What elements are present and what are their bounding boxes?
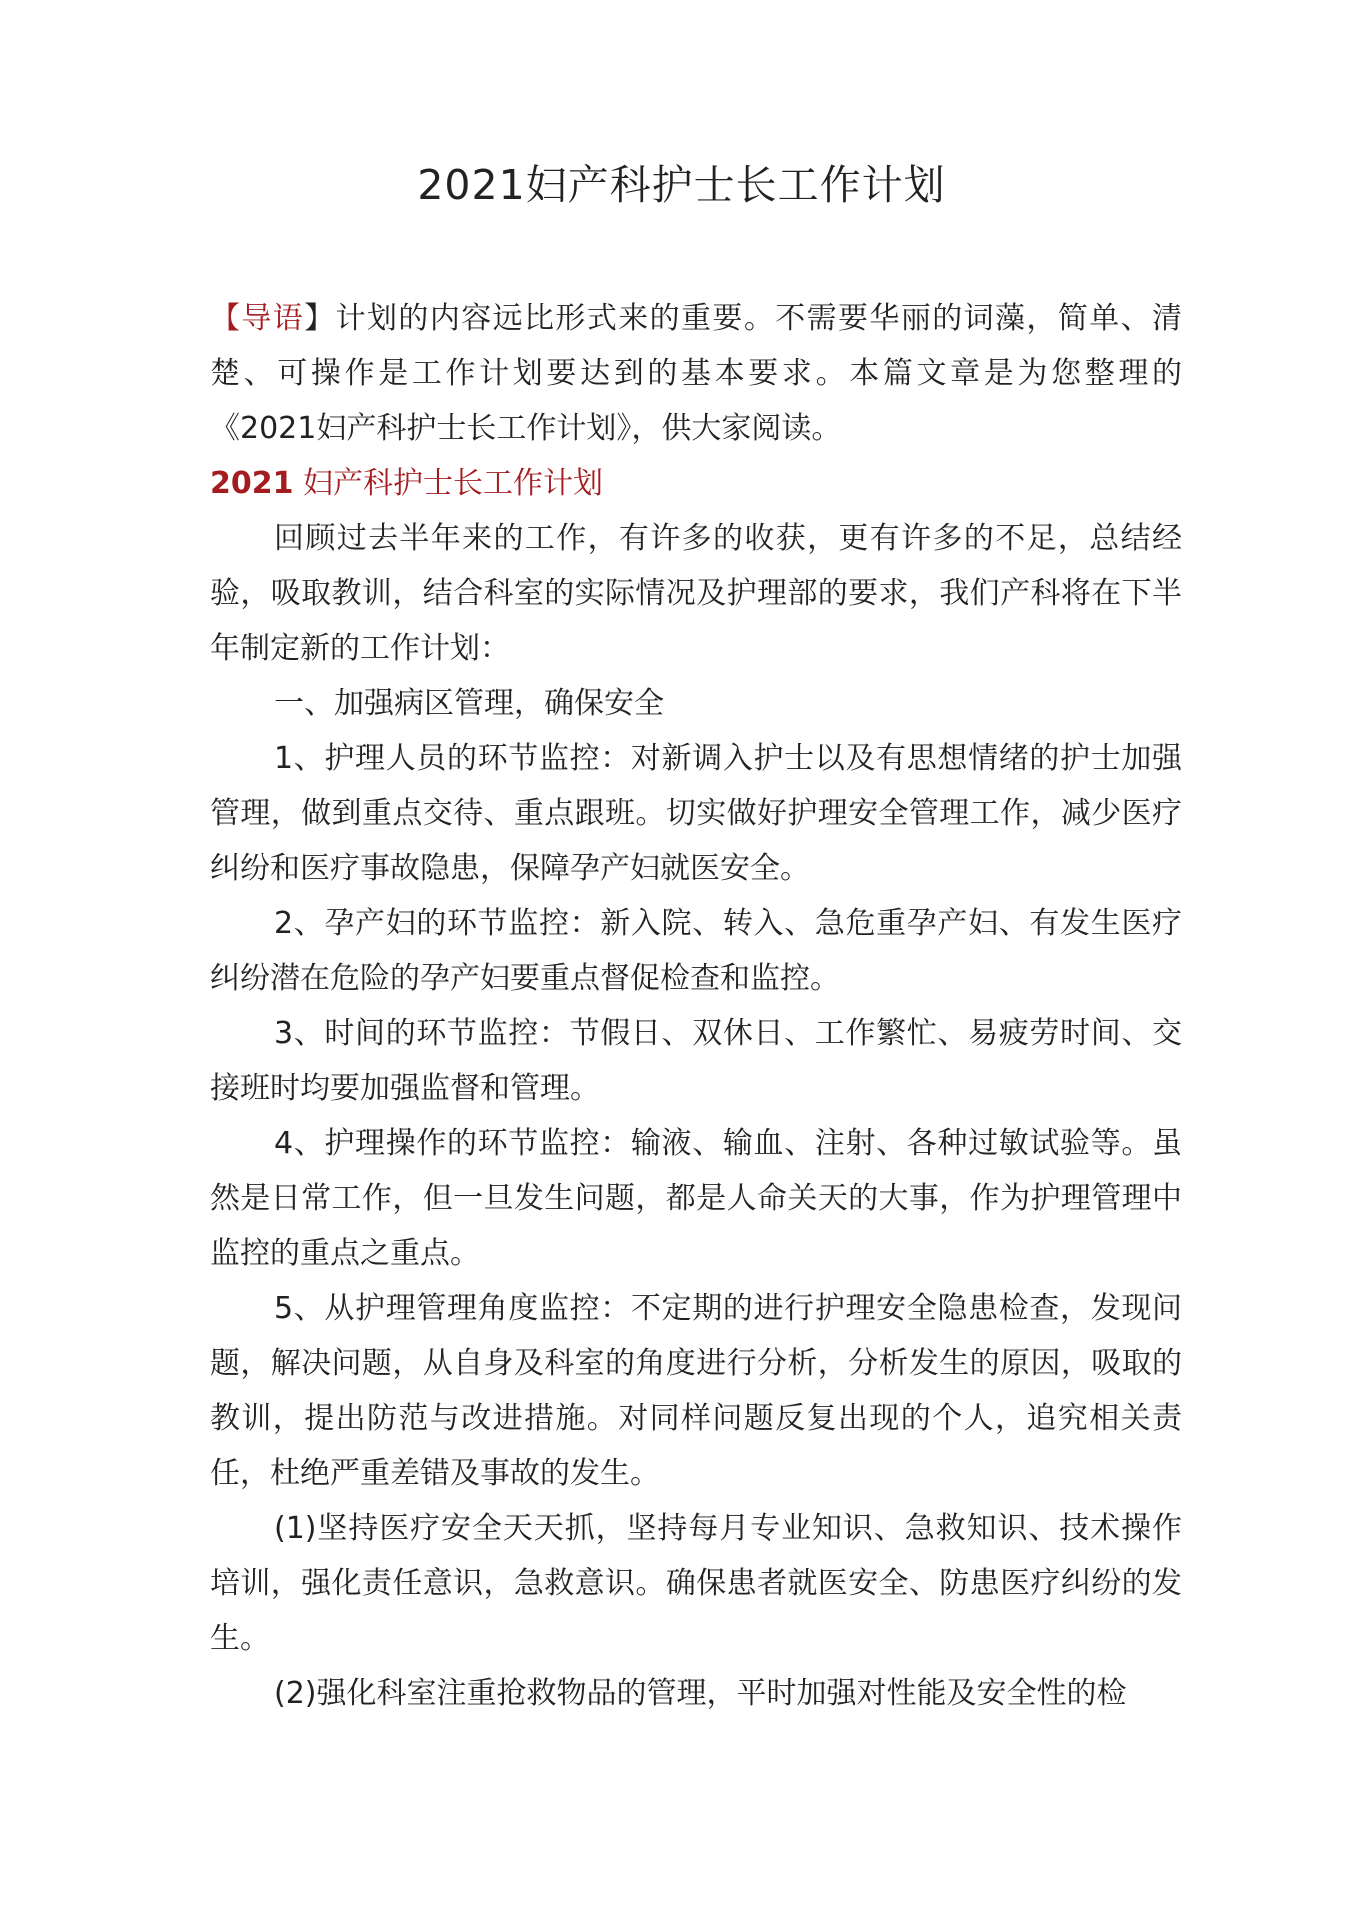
- intro-close-bracket: 】: [304, 301, 336, 336]
- body-paragraph-3: 2、孕产妇的环节监控：新入院、转入、急危重孕产妇、有发生医疗纠纷潜在危险的孕产妇要重点督促检查和监控。: [210, 906, 1182, 996]
- intro-open-bracket: 【: [210, 301, 242, 336]
- intro-paragraph: [210, 291, 1182, 456]
- body-paragraph-4: 3、时间的环节监控：节假日、双休日、工作繁忙、易疲劳时间、交接班时均要加强监督和管理。: [210, 1016, 1182, 1106]
- section-heading-text: 妇产科护士长工作计划: [303, 466, 604, 501]
- body-paragraph-1: 回顾过去半年来的工作，有许多的收获，更有许多的不足，总结经验，吸取教训，结合科室的实际情况及护理部的要求，我们产科将在下半年制定新的工作计划：: [210, 521, 1182, 666]
- body-paragraph-7: (1)坚持医疗安全天天抓，坚持每月专业知识、急救知识、技术操作培训，强化责任意识，急救意识。确保患者就医安全、防患医疗纠纷的发生。: [210, 1511, 1182, 1656]
- body-paragraph-2: 1、护理人员的环节监控：对新调入护士以及有思想情绪的护士加强管理，做到重点交待、重点跟班。切实做好护理安全管理工作，减少医疗纠纷和医疗事故隐患，保障孕产妇就医安全。: [210, 741, 1182, 886]
- section-heading: [210, 456, 1182, 511]
- intro-tag: 导语: [241, 301, 305, 336]
- section-title-1: 一、加强病区管理，确保安全: [274, 686, 664, 721]
- intro-text: 计划的内容远比形式来的重要。不需要华丽的词藻，简单、清楚、可操作是工作计划要达到的基本要求。本篇文章是为您整理的《2021妇产科护士长工作计划》，供大家阅读。: [210, 301, 1183, 446]
- body-paragraph-5: 4、护理操作的环节监控：输液、输血、注射、各种过敏试验等。虽然是日常工作，但一旦发生问题，都是人命关天的大事，作为护理管理中监控的重点之重点。: [210, 1126, 1182, 1271]
- document-body: [210, 291, 1182, 1721]
- section-heading-year: 2021: [210, 466, 294, 501]
- body-paragraph-6: 5、从护理管理角度监控：不定期的进行护理安全隐患检查，发现问题，解决问题，从自身及科室的角度进行分析，分析发生的原因，吸取的教训，提出防范与改进措施。对同样问题反复出现的个人，追究相关责任，杜绝严重差错及事故的发生。: [210, 1291, 1182, 1491]
- body-paragraph-8: (2)强化科室注重抢救物品的管理，平时加强对性能及安全性的检: [274, 1676, 1127, 1711]
- document-title: 2021妇产科护士长工作计划: [417, 161, 946, 209]
